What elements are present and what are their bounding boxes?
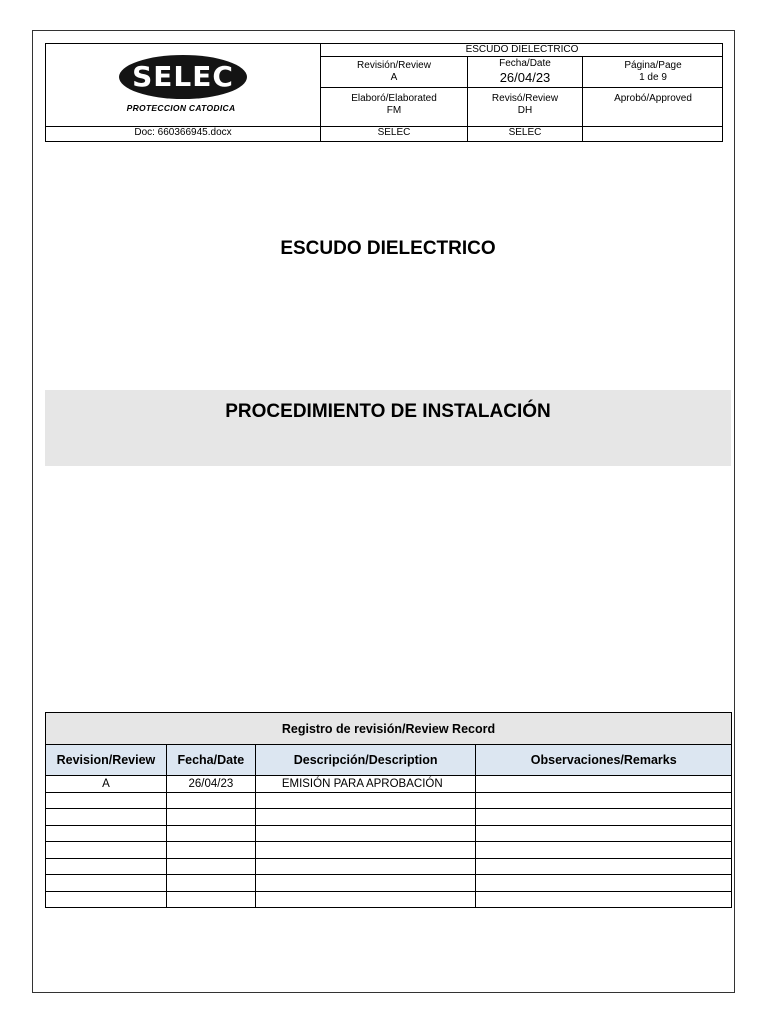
table-row bbox=[46, 825, 732, 842]
page-value: 1 de 9 bbox=[639, 72, 667, 83]
approved-label: Aprobó/Approved bbox=[614, 93, 692, 104]
column-header-date: Fecha/Date bbox=[166, 745, 255, 776]
date-cell bbox=[166, 825, 255, 842]
company-logo bbox=[119, 55, 247, 99]
revision-record-table bbox=[45, 712, 732, 908]
description-cell bbox=[255, 809, 476, 826]
date-cell bbox=[166, 875, 255, 892]
revision-cell bbox=[321, 57, 468, 88]
revision-cell bbox=[46, 875, 167, 892]
table-row bbox=[46, 809, 732, 826]
page-cell bbox=[583, 57, 723, 88]
revision-cell bbox=[46, 891, 167, 908]
remarks-cell bbox=[476, 776, 732, 793]
company-cell-3 bbox=[583, 126, 723, 142]
reviewed-cell bbox=[468, 88, 583, 127]
page-title: ESCUDO DIELECTRICO bbox=[280, 238, 496, 259]
table-row bbox=[46, 875, 732, 892]
date-cell: 26/04/23 bbox=[166, 776, 255, 793]
description-cell bbox=[255, 825, 476, 842]
company-cell-2: SELEC bbox=[468, 126, 583, 142]
remarks-cell bbox=[476, 792, 732, 809]
approved-cell bbox=[583, 88, 723, 127]
table-row bbox=[46, 858, 732, 875]
logo-text: SELEC bbox=[132, 60, 234, 93]
remarks-cell bbox=[476, 858, 732, 875]
remarks-cell bbox=[476, 891, 732, 908]
revision-cell bbox=[46, 809, 167, 826]
reviewed-label: Revisó/Review bbox=[491, 93, 559, 104]
remarks-cell bbox=[476, 875, 732, 892]
revision-cell: A bbox=[46, 776, 167, 793]
elaborated-value: FM bbox=[386, 105, 402, 116]
revision-cell bbox=[46, 792, 167, 809]
logo-cell bbox=[46, 44, 321, 127]
table-row bbox=[46, 891, 732, 908]
page-label: Página/Page bbox=[624, 60, 682, 71]
remarks-cell bbox=[476, 842, 732, 859]
doc-file-name: Doc: 660366945.docx bbox=[46, 126, 321, 142]
description-cell bbox=[255, 792, 476, 809]
date-cell bbox=[166, 842, 255, 859]
reviewed-value: DH bbox=[517, 105, 533, 116]
date-cell bbox=[166, 792, 255, 809]
table-row bbox=[46, 792, 732, 809]
description-cell bbox=[255, 891, 476, 908]
remarks-cell bbox=[476, 809, 732, 826]
remarks-cell bbox=[476, 825, 732, 842]
revision-label: Revisión/Review bbox=[357, 60, 431, 71]
revision-record-title: Registro de revisión/Review Record bbox=[46, 713, 732, 745]
column-header-remarks: Observaciones/Remarks bbox=[476, 745, 732, 776]
logo-subtitle: PROTECCION CATODICA bbox=[126, 103, 236, 113]
document-header bbox=[45, 43, 723, 142]
date-cell bbox=[166, 809, 255, 826]
revision-cell bbox=[46, 842, 167, 859]
table-row bbox=[46, 776, 732, 793]
company-cell-1: SELEC bbox=[321, 126, 468, 142]
revision-value: A bbox=[390, 72, 398, 83]
description-cell: EMISIÓN PARA APROBACIÓN bbox=[255, 776, 476, 793]
description-cell bbox=[255, 858, 476, 875]
revision-cell bbox=[46, 858, 167, 875]
header-doc-title: ESCUDO DIELECTRICO bbox=[321, 44, 723, 57]
date-cell bbox=[166, 858, 255, 875]
revision-cell bbox=[46, 825, 167, 842]
elaborated-label: Elaboró/Elaborated bbox=[351, 93, 437, 104]
description-cell bbox=[255, 875, 476, 892]
date-label: Fecha/Date bbox=[499, 58, 551, 69]
table-row bbox=[46, 842, 732, 859]
date-value: 26/04/23 bbox=[499, 70, 551, 85]
elaborated-cell bbox=[321, 88, 468, 127]
date-cell bbox=[468, 57, 583, 88]
page-subtitle: PROCEDIMIENTO DE INSTALACIÓN bbox=[225, 401, 551, 422]
date-cell bbox=[166, 891, 255, 908]
description-cell bbox=[255, 842, 476, 859]
column-header-revision: Revision/Review bbox=[46, 745, 167, 776]
column-header-description: Descripción/Description bbox=[255, 745, 476, 776]
subtitle-banner bbox=[45, 390, 731, 466]
